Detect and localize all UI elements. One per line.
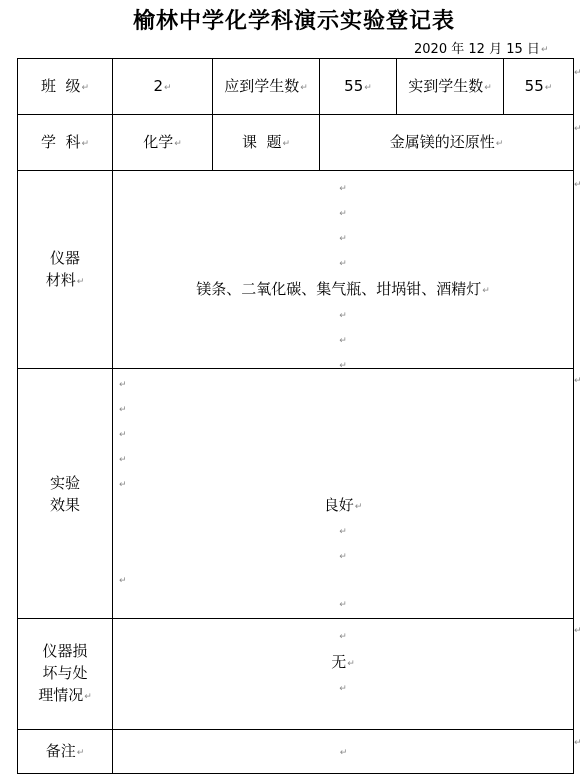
paragraph-mark-icon: ↵ [282, 138, 291, 149]
paragraph-mark-icon: ↵ [76, 276, 85, 287]
paragraph-mark-icon: ↵ [574, 68, 582, 78]
date-day-label: 日 [526, 42, 540, 57]
record-date [414, 38, 548, 57]
page-title: 榆林中学化学科演示实验登记表 [132, 9, 455, 34]
table-row [18, 59, 574, 115]
date-month-label: 月 [489, 42, 503, 57]
paragraph-mark-icon: ↵ [164, 82, 172, 93]
paragraph-mark-icon: ↵ [339, 209, 347, 219]
paragraph-mark-icon: ↵ [119, 405, 127, 415]
registration-table [17, 58, 574, 774]
expected-students-value-cell[interactable]: 55↵ [320, 59, 397, 115]
paragraph-mark-icon: ↵ [544, 82, 553, 93]
subject-value-cell[interactable]: 化学↵ [113, 115, 213, 171]
paragraph-mark-icon: ↵ [339, 552, 347, 562]
paragraph-mark-icon: ↵ [339, 747, 348, 758]
actual-students-value-cell[interactable]: 55↵ [504, 59, 574, 115]
paragraph-mark-icon: ↵ [119, 455, 127, 465]
paragraph-mark-icon: ↵ [574, 626, 582, 636]
effect-label-cell: 实验 效果 [18, 369, 113, 619]
paragraph-mark-icon: ↵ [119, 430, 127, 440]
date-year-label: 年 [451, 42, 465, 57]
actual-students-label-cell: 实到学生数↵ [397, 59, 504, 115]
damage-value-cell[interactable] [113, 619, 574, 730]
paragraph-mark-icon: ↵ [339, 361, 347, 371]
paragraph-mark-icon: ↵ [76, 747, 85, 758]
date-year: 2020 [414, 42, 448, 57]
class-label-cell: 班 级↵ [18, 59, 113, 115]
paragraph-mark-icon: ↵ [574, 376, 582, 386]
class-value-cell[interactable]: 2↵ [113, 59, 213, 115]
table-row [18, 171, 574, 369]
effect-text: 良好 [323, 496, 354, 514]
remarks-value-cell[interactable] [113, 730, 574, 774]
paragraph-mark-icon: ↵ [300, 82, 308, 93]
paragraph-mark-icon: ↵ [81, 82, 90, 93]
paragraph-mark-icon: ↵ [574, 124, 582, 134]
topic-label-cell: 课 题↵ [213, 115, 320, 171]
paragraph-mark-icon: ↵ [347, 659, 355, 669]
effect-value-cell[interactable] [113, 369, 574, 619]
paragraph-mark-icon: ↵ [339, 259, 347, 269]
paragraph-mark-icon: ↵ [364, 82, 372, 93]
paragraph-mark-icon: ↵ [339, 527, 347, 537]
paragraph-mark-icon: ↵ [484, 82, 492, 93]
table-row [18, 730, 574, 774]
table-row [18, 115, 574, 171]
paragraph-mark-icon: ↵ [174, 138, 182, 149]
paragraph-mark-icon: ↵ [540, 45, 549, 55]
paragraph-mark-icon: ↵ [119, 380, 127, 390]
date-day: 15 [506, 42, 523, 57]
paragraph-mark-icon: ↵ [339, 336, 347, 346]
paragraph-mark-icon: ↵ [339, 684, 347, 694]
subject-label-cell: 学 科↵ [18, 115, 113, 171]
equipment-label-cell: 仪器 材料↵ [18, 171, 113, 369]
paragraph-mark-icon: ↵ [482, 286, 490, 296]
paragraph-mark-icon: ↵ [339, 184, 347, 194]
equipment-value-cell[interactable] [113, 171, 574, 369]
topic-value-cell[interactable]: 金属镁的还原性↵ [320, 115, 574, 171]
table-row [18, 369, 574, 619]
paragraph-mark-icon: ↵ [495, 138, 504, 149]
equipment-text: 镁条、二氧化碳、集气瓶、坩埚钳、酒精灯 [196, 280, 482, 298]
paragraph-mark-icon: ↵ [119, 576, 127, 586]
remarks-label-cell: 备注↵ [18, 730, 113, 774]
paragraph-mark-icon: ↵ [339, 311, 347, 321]
paragraph-mark-icon: ↵ [339, 600, 347, 610]
date-month: 12 [468, 42, 485, 57]
paragraph-mark-icon: ↵ [339, 632, 347, 642]
paragraph-mark-icon: ↵ [354, 502, 363, 512]
paragraph-mark-icon: ↵ [574, 738, 582, 748]
paragraph-mark-icon: ↵ [119, 480, 127, 490]
paragraph-mark-icon: ↵ [339, 234, 347, 244]
paragraph-mark-icon: ↵ [81, 138, 90, 149]
paragraph-mark-icon: ↵ [84, 692, 92, 702]
damage-label-cell: 仪器损 坏与处 理情况↵ [18, 619, 113, 730]
table-row [18, 619, 574, 730]
paragraph-mark-icon: ↵ [574, 180, 582, 190]
expected-students-label-cell: 应到学生数↵ [213, 59, 320, 115]
damage-text: 无 [331, 653, 347, 671]
